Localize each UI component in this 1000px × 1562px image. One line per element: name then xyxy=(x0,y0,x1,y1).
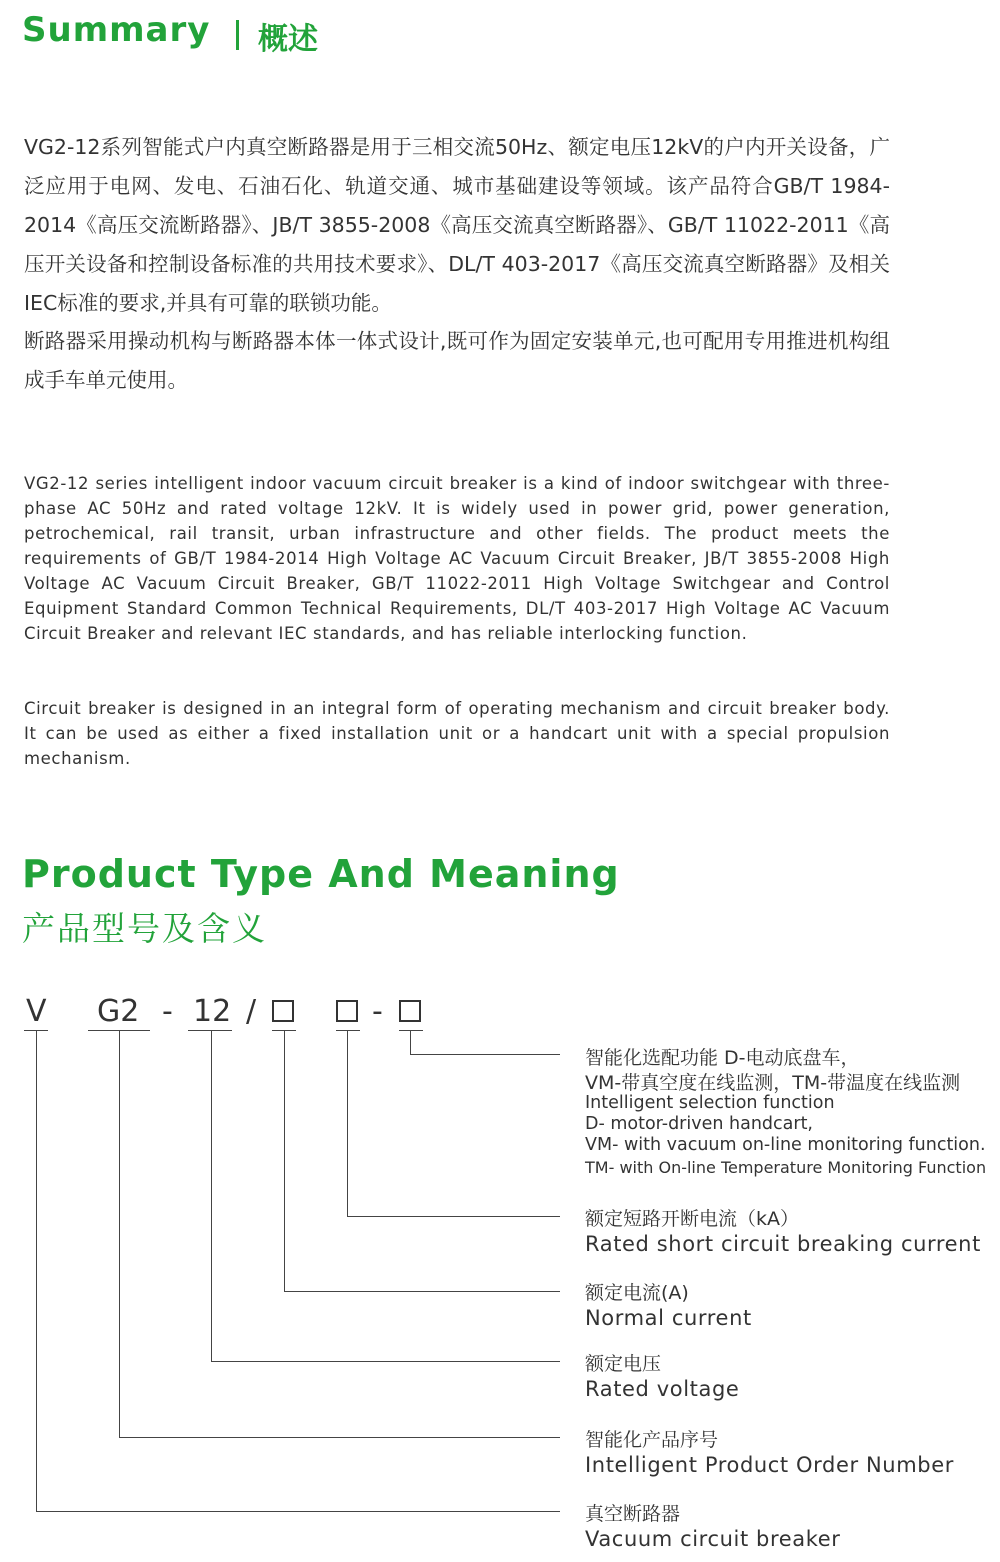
label-order-zh: 智能化产品序号 xyxy=(585,1429,719,1451)
label-current-en: Normal current xyxy=(585,1306,752,1330)
leader-order-h xyxy=(119,1437,560,1438)
leader-current-v xyxy=(284,1030,285,1291)
label-breaking-zh: 额定短路开断电流（kA） xyxy=(585,1208,800,1230)
summary-zh-paragraph-2: 断路器采用操动机构与断路器本体一体式设计,既可作为固定安装单元,也可配用专用推进机构组成手车单元使用。 xyxy=(24,329,890,392)
leader-breaking-h xyxy=(347,1216,560,1217)
code-box-smart xyxy=(399,1000,421,1022)
leader-smart-v xyxy=(410,1030,411,1054)
leader-voltage-h xyxy=(211,1361,560,1362)
label-smart-en-4: TM- with On-line Temperature Monitoring Function xyxy=(585,1158,987,1177)
title-separator xyxy=(236,20,239,50)
leader-vacuum-h xyxy=(36,1511,560,1512)
label-voltage-en: Rated voltage xyxy=(585,1377,740,1401)
code-dash-1: - xyxy=(162,994,173,1029)
leader-breaking-v xyxy=(347,1030,348,1216)
product-type-title-en: Product Type And Meaning xyxy=(22,852,620,896)
label-smart-en-1: Intelligent selection function xyxy=(585,1093,835,1113)
code-12: 12 xyxy=(193,994,232,1029)
leader-vacuum-v xyxy=(36,1030,37,1511)
summary-zh-paragraph-1: VG2-12系列智能式户内真空断路器是用于三相交流50Hz、额定电压12kV的户内开关设备，广泛应用于电网、发电、石油石化、轨道交通、城市基础建设等领域。该产品符合GB/T 1984-2014《高压交流断路器》、JB/T 3855-2008《高压交流真空断路器》、GB/T 11022-2011《高压开关设备和控制设备标准的共用技术要求》、DL/T 403-2017《高压交流真空断路器》及相关IEC标准的要求,并具有可靠的联锁功能。 xyxy=(24,135,890,315)
summary-en-paragraph-1: VG2-12 series intelligent indoor vacuum circuit breaker is a kind of indoor switchgear with three-phase AC 50Hz and rated voltage 12kV. It is widely used in power grid, power generation, petrochemical, rail transit, urban infrastructure and other fields. The product meets the requirements of GB/T 1984-2014 High Voltage AC Vacuum Circuit Breaker, JB/T 3855-2008 High Voltage AC Vacuum Circuit Breaker, GB/T 11022-2011 High Voltage Switchgear and Control Equipment Standard Common Technical Requirements, DL/T 403-2017 High Voltage AC Vacuum Circuit Breaker and relevant IEC standards, and has reliable interlocking function. xyxy=(24,474,890,643)
label-current-zh: 额定电流(A) xyxy=(585,1282,689,1304)
label-smart-en-2: D- motor-driven handcart, xyxy=(585,1114,813,1134)
code-box-breaking xyxy=(336,1000,358,1022)
leader-voltage-v xyxy=(211,1030,212,1361)
code-slash: / xyxy=(246,994,257,1029)
summary-title-zh: 概述 xyxy=(258,22,318,57)
label-vacuum-en: Vacuum circuit breaker xyxy=(585,1527,841,1551)
underline-smart xyxy=(399,1030,423,1031)
label-vacuum-zh: 真空断路器 xyxy=(585,1503,681,1525)
label-smart-en-3: VM- with vacuum on-line monitoring function. xyxy=(585,1135,986,1155)
leader-smart-h xyxy=(410,1054,560,1055)
summary-title-en: Summary xyxy=(22,10,211,50)
underline-breaking xyxy=(336,1030,360,1031)
leader-order-v xyxy=(119,1030,120,1437)
label-smart-zh-2: VM-带真空度在线监测，TM-带温度在线监测 xyxy=(585,1072,961,1094)
code-dash-2: - xyxy=(372,994,383,1029)
code-box-current xyxy=(272,1000,294,1022)
label-order-en: Intelligent Product Order Number xyxy=(585,1453,954,1477)
label-voltage-zh: 额定电压 xyxy=(585,1353,662,1375)
leader-current-h xyxy=(284,1291,560,1292)
code-g2: G2 xyxy=(97,994,140,1029)
underline-12 xyxy=(188,1030,232,1031)
product-type-title-zh: 产品型号及含义 xyxy=(22,909,267,948)
label-breaking-en: Rated short circuit breaking current xyxy=(585,1232,981,1256)
summary-en-paragraph-2: Circuit breaker is designed in an integral form of operating mechanism and circuit breaker body. It can be used as either a fixed installation unit or a handcart unit with a special propulsion mechanism. xyxy=(24,699,890,768)
code-v: V xyxy=(26,994,47,1029)
label-smart-zh-1: 智能化选配功能 D-电动底盘车， xyxy=(585,1047,860,1069)
